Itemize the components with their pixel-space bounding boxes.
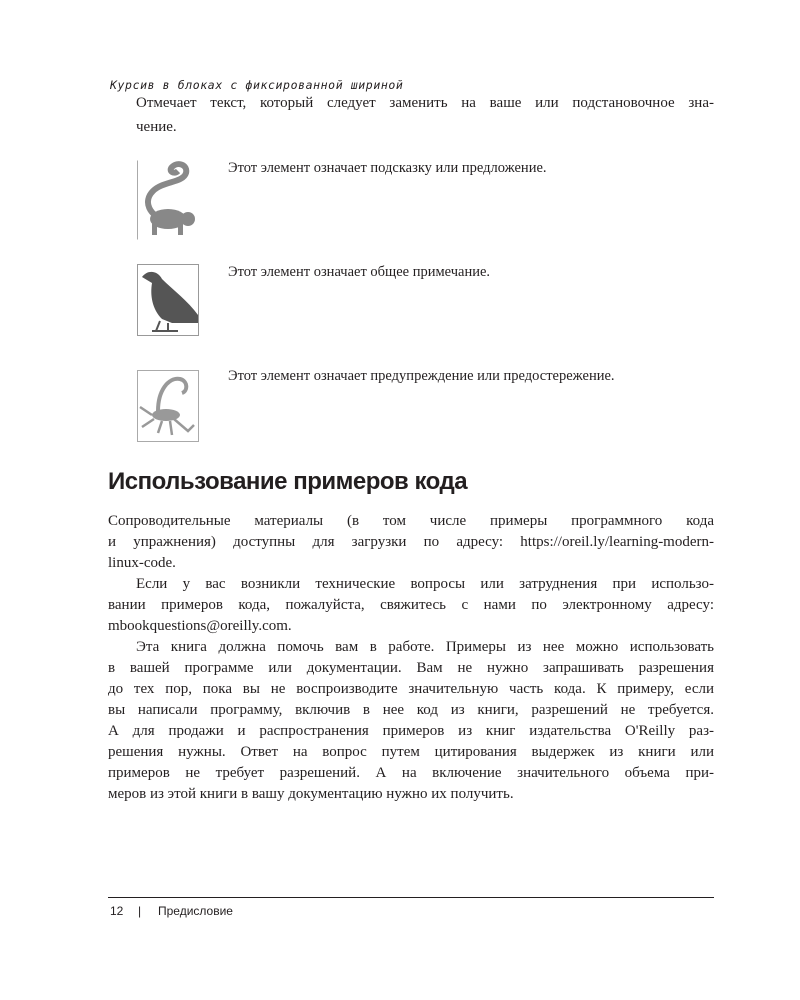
scorpion-icon [138,371,198,441]
convention-desc-line: Отмечает текст, который следует заменить на ваше или подстановочное зна- [136,95,714,111]
paragraph-line: вании примеров кода, пожалуйста, свяжитесь с нами по электронному адресу: [108,597,714,613]
paragraph-line: в вашей программе или документации. Вам не нужно запрашивать разрешения [108,660,714,676]
footer-rule [108,897,714,898]
warning-icon-frame [137,370,199,442]
paragraph-line: и упражнения) доступны для загрузки по адресу: https://oreil.ly/learning-modern- [108,534,714,550]
paragraph-line: А для продажи и распространения примеров из книг издательства O'Reilly раз- [108,723,714,739]
note-text-warning: Этот элемент означает предупреждение или предостережение. [228,368,615,384]
note-icon-frame [137,264,199,336]
convention-term: Курсив в блоках с фиксированной шириной [110,78,404,92]
tip-icon-frame [137,160,199,240]
section-heading: Использование примеров кода [108,468,468,495]
paragraph-line: Сопроводительные материалы (в том числе примеры программного кода [108,513,714,529]
paragraph-line: linux-code. [108,555,176,571]
chapter-name: Предисловие [158,904,233,918]
paragraph-line: меров из этой книги в вашу документацию нужно их получить. [108,786,514,802]
paragraph-line: Эта книга должна помочь вам в работе. Примеры из нее можно использовать [136,639,714,655]
note-text-tip: Этот элемент означает подсказку или предложение. [228,160,547,176]
paragraph-line: до тех пор, пока вы не воспроизводите значительную часть кода. К примеру, если [108,681,714,697]
email-link[interactable]: mbookquestions@oreilly.com. [108,618,292,634]
page-number: 12 [110,904,124,918]
paragraph-line: Если у вас возникли технические вопросы или затруднения при использо- [136,576,714,592]
lemur-icon [138,161,198,239]
note-text-general: Этот элемент означает общее примечание. [228,264,491,280]
footer-separator: | [138,904,142,918]
paragraph-line: примеров не требует разрешений. А на включение значительного объема при- [108,765,714,781]
paragraph-line: вы написали программу, включив в нее код из книги, разрешений не требуется. [108,702,714,718]
paragraph-line: решения нужны. Ответ на вопрос путем цитирования выдержек из книги или [108,744,714,760]
crow-icon [138,265,198,335]
convention-desc-line: чение. [136,119,177,135]
